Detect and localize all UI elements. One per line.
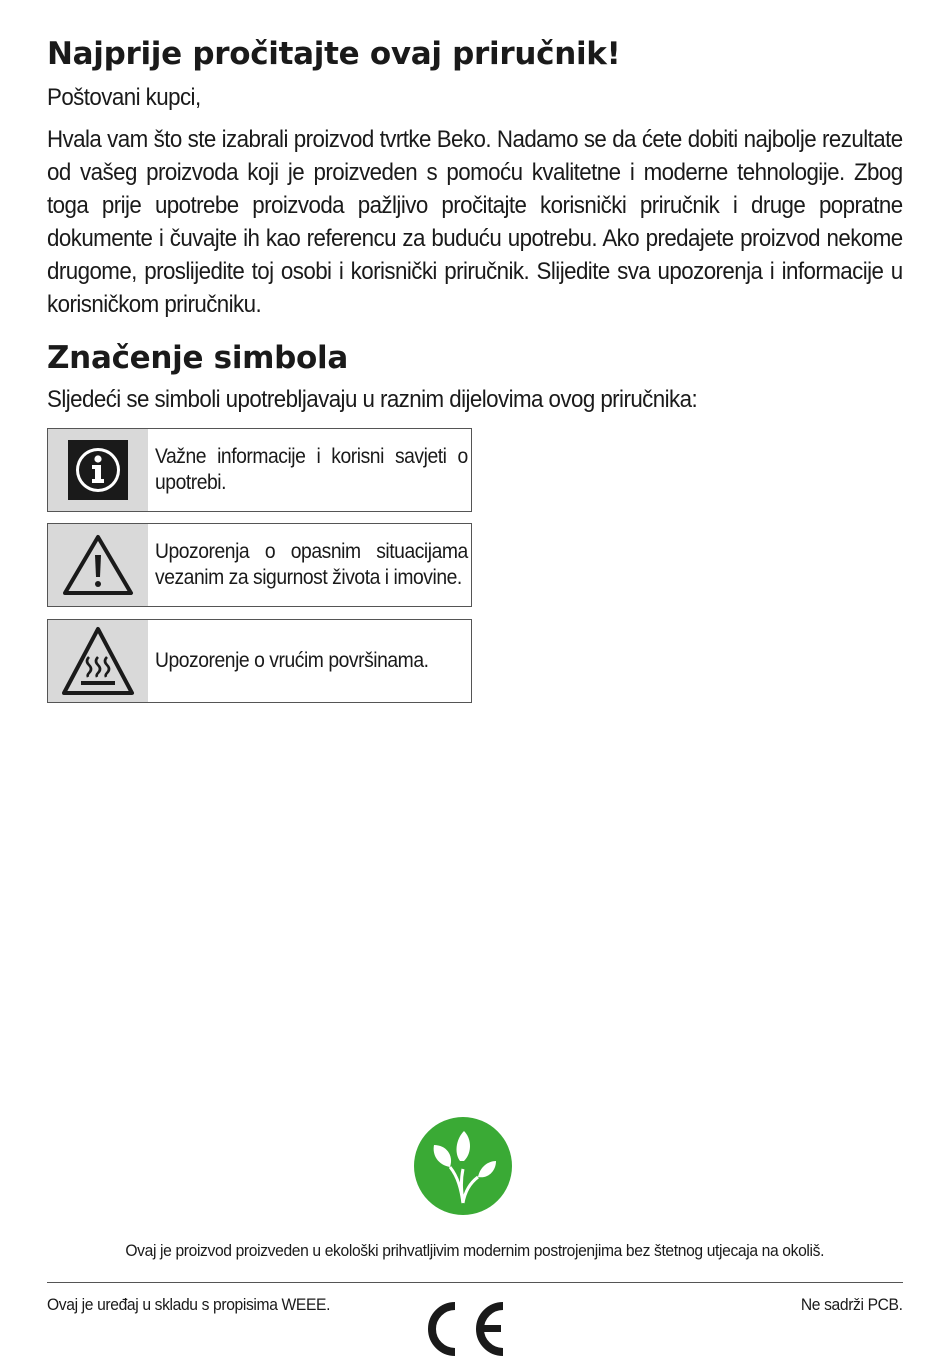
info-icon	[48, 429, 148, 511]
symbol-row-hot-surface	[47, 619, 472, 703]
symbol-text-hot-surface: Upozorenje o vrućim površinama.	[155, 649, 429, 672]
symbol-row-warning	[47, 523, 472, 607]
weee-statement: Ovaj je uređaj u skladu s propisima WEEE.	[47, 1295, 331, 1314]
warning-icon	[48, 524, 148, 606]
intro-paragraph: Hvala vam što ste izabrali proizvod tvrtke Beko. Nadamo se da ćete dobiti najbolje rezultate od vašeg proizvoda koji je proizveden s pomoću kvalitetne i moderne tehnologije. Zbog toga prije upotrebe proizvoda pažljivo pročitajte korisnički priručnik i druge popratne dokumente i čuvajte ih kao referencu za buduću upotrebu. Ako predajete proizvod nekome drugome, proslijedite toj osobi i korisnički priručnik. Slijedite sva upozorenja i informacije u korisničkom priručniku.	[47, 126, 903, 318]
ce-mark-icon	[419, 1298, 507, 1360]
pcb-statement: Ne sadrži PCB.	[801, 1295, 903, 1314]
symbol-text-warning: Upozorenja o opasnim situacijama vezanim za sigurnost života i imovine.	[155, 540, 468, 589]
footer-divider	[47, 1282, 903, 1283]
page-heading: Najprije pročitajte ovaj priručnik!	[47, 36, 621, 72]
leaf-icon	[414, 1117, 512, 1215]
symbols-intro: Sljedeći se simboli upotrebljavaju u raznim dijelovima ovog priručnika:	[47, 386, 698, 413]
hot-surface-icon	[48, 620, 148, 702]
salutation: Poštovani kupci,	[47, 84, 201, 111]
symbol-text-info: Važne informacije i korisni savjeti o upotrebi.	[155, 445, 468, 494]
symbol-row-info	[47, 428, 472, 512]
symbols-heading: Značenje simbola	[47, 340, 348, 376]
eco-statement: Ovaj je proizvod proizveden u ekološki prihvatljivim modernim postrojenjima bez štetnog utjecaja na okoliš.	[125, 1241, 825, 1260]
